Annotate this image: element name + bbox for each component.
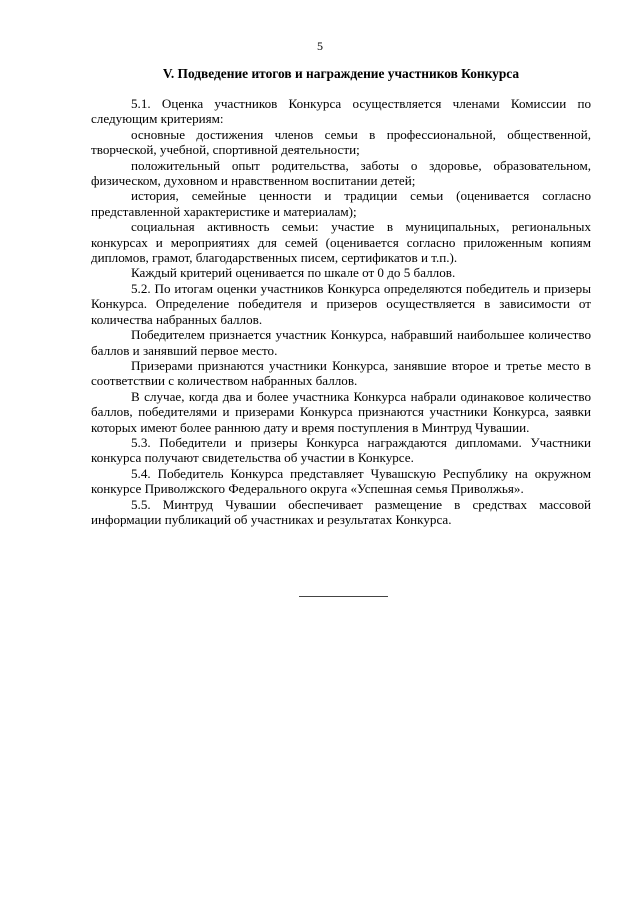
end-divider (299, 596, 388, 597)
prize-winners-definition: Призерами признаются участники Конкурса, занявшие второе и третье место в соответствии с количеством набранных баллов. (91, 357, 591, 389)
paragraph-5-4: 5.4. Победитель Конкурса представляет Чувашскую Республику на окружном конкурсе Приволжского Федерального округа «Успешная семья Приволжья». (91, 465, 591, 497)
scoring-scale: Каждый критерий оценивается по шкале от 0 до 5 баллов. (131, 265, 456, 281)
criterion-social-activity: социальная активность семьи: участие в муниципальных, региональных конкурсах и мероприятиях для семей (оценивается согласно приложенным копиям дипломов, грамот, благодарственных писем, сертификатов и т.п.). (91, 219, 591, 266)
criterion-achievements: основные достижения членов семьи в профессиональной, общественной, творческой, учебной, спортивной деятельности; (91, 126, 591, 158)
paragraph-5-5: 5.5. Минтруд Чувашии обеспечивает размещение в средствах массовой информации публикаций об участниках и результатах Конкурса. (91, 496, 591, 527)
criterion-parenting: положительный опыт родительства, заботы о здоровье, образовательном, физическом, духовном и нравственном воспитании детей; (91, 157, 591, 189)
criterion-family-history: история, семейные ценности и традиции семьи (оценивается согласно представленной характеристике и материалам); (91, 188, 591, 219)
section-body (91, 96, 591, 527)
tie-break-rule: В случае, когда два и более участника Конкурса набрали одинаковое количество баллов, победителями и призерами Конкурса признаются участники Конкурса, заявки которых имеют более раннюю дату и время поступления в Минтруд Чувашии. (91, 388, 591, 435)
section-title: V. Подведение итогов и награждение участников Конкурса (162, 66, 520, 81)
paragraph-5-2: 5.2. По итогам оценки участников Конкурса определяются победитель и призеры Конкурса. Определение победителя и призеров осуществляется в зависимости от количества набранных баллов. (91, 280, 591, 327)
winner-definition: Победителем признается участник Конкурса, набравший наибольшее количество баллов и занявший первое место. (91, 327, 591, 358)
paragraph-5-1: 5.1. Оценка участников Конкурса осуществляется членами Комиссии по следующим критериям: (91, 96, 591, 127)
paragraph-5-3: 5.3. Победители и призеры Конкурса награждаются дипломами. Участники конкурса получают свидетельства об участии в Конкурсе. (91, 434, 591, 466)
page-number: 5 (317, 39, 323, 53)
